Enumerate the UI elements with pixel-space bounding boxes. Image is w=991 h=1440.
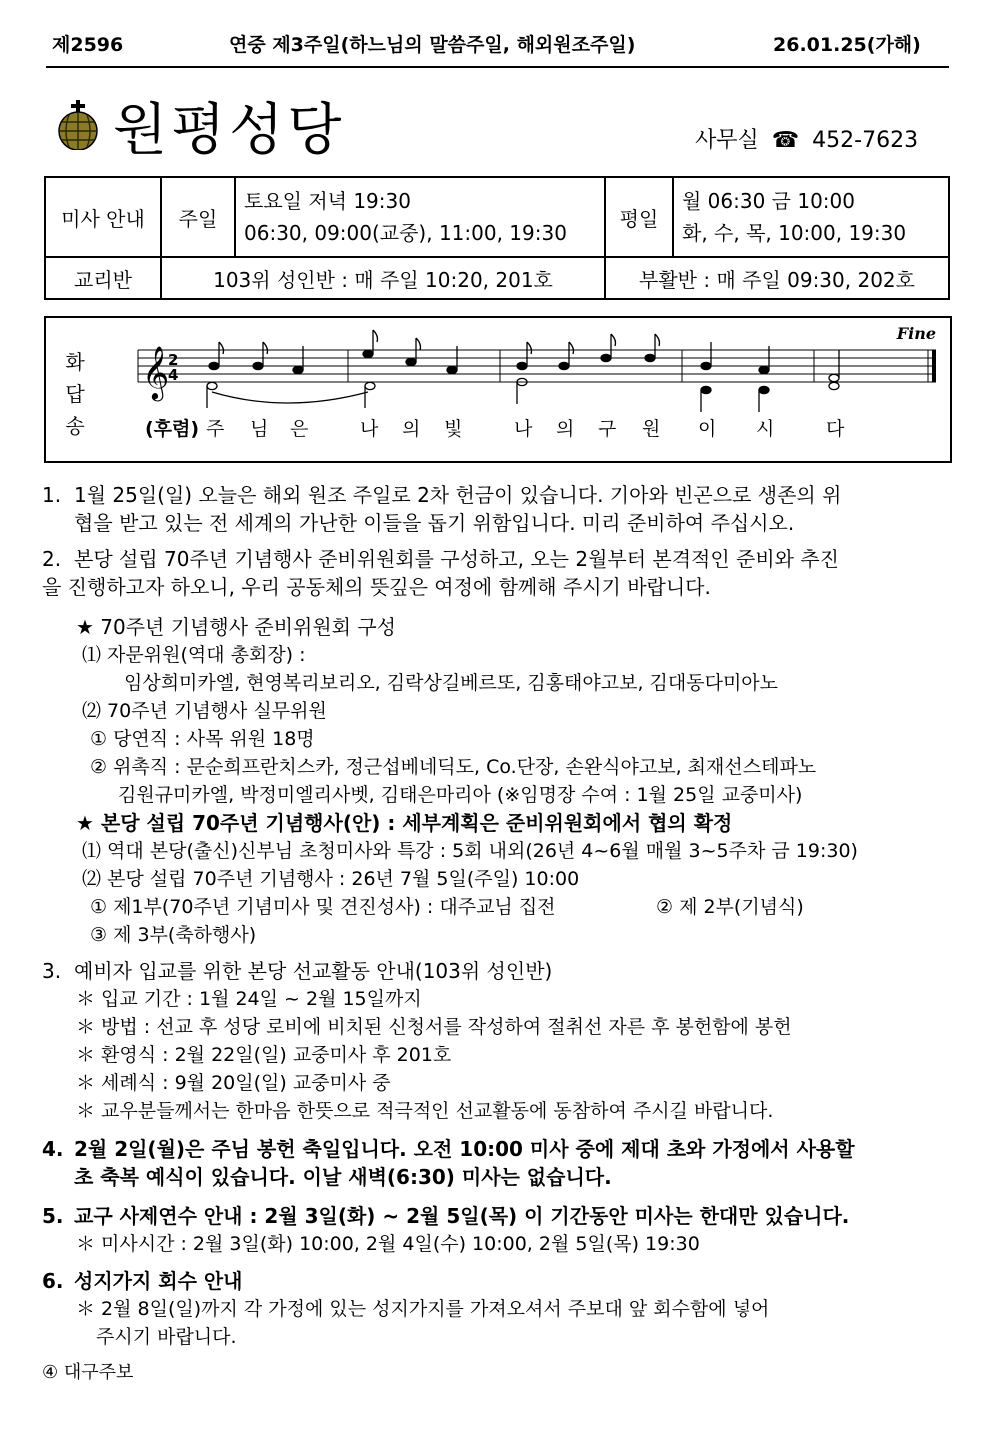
- bulletin-header: [46, 30, 949, 56]
- fine-marking: Fine: [896, 324, 936, 343]
- notice-number: 4.: [42, 1137, 64, 1161]
- lyric-syllable: 시: [756, 418, 775, 440]
- sub-item: ⑴ 자문위원(역대 총회장) :: [82, 644, 306, 666]
- catechism-label: 교리반: [45, 257, 161, 299]
- lyric-syllable: 의: [402, 418, 421, 440]
- svg-text:4: 4: [168, 366, 179, 384]
- sub-item: ① 당연직 : 사목 위원 18명: [90, 728, 315, 750]
- weekday-label: 평일: [605, 177, 673, 257]
- church-globe-icon: [55, 100, 101, 150]
- header-divider: [46, 66, 949, 68]
- weekday-times-line2: 화, 수, 목, 10:00, 19:30: [682, 221, 907, 245]
- lyric-syllable: 은: [290, 418, 309, 440]
- lyric-syllable: 나: [360, 418, 379, 440]
- sub-heading: ★ 본당 설립 70주년 기념행사(안) : 세부계획은 준비위원회에서 협의 확정: [76, 811, 733, 835]
- lyric-syllable: 원: [642, 418, 661, 440]
- office-label: 사무실: [695, 128, 759, 153]
- notice-number: 2.: [42, 547, 62, 571]
- tie-slur: [212, 392, 368, 403]
- notice-number: 3.: [42, 959, 62, 983]
- sub-item: ＊ 방법 : 선교 후 성당 로비에 비치된 신청서를 작성하여 절취선 자른 후 봉헌함에 봉헌: [76, 1016, 792, 1038]
- lyric-syllable: 구: [598, 418, 617, 440]
- catechism-class-2: 부활반 : 매 주일 09:30, 202호: [605, 257, 949, 299]
- lyric-syllable: 님: [250, 418, 269, 440]
- svg-text:2: 2: [168, 351, 179, 369]
- psalm-side-char: 화: [65, 350, 85, 374]
- issue-number: 제2596: [52, 34, 124, 56]
- notice-number: 5.: [42, 1204, 64, 1228]
- sub-item: ② 제 2부(기념식): [656, 896, 804, 918]
- sub-item: ⑴ 역대 본당(출신)신부님 초청미사와 특강 : 5회 내외(26년 4~6월 매월 3~5주차 금 19:30): [82, 840, 858, 862]
- notice-number: 1.: [42, 483, 62, 507]
- mass-label: 미사 안내: [45, 177, 161, 257]
- notice-line: 성지가지 회수 안내: [74, 1269, 243, 1293]
- psalm-side-char: 답: [65, 382, 85, 406]
- sub-item: ② 위촉직 : 문순희프란치스카, 정근섭베네딕도, Co.단장, 손완식야고보, 최재선스테파노: [90, 756, 817, 778]
- notice-line: 본당 설립 70주년 기념행사 준비위원회를 구성하고, 오는 2월부터 본격적인 준비와 추진: [74, 547, 839, 571]
- liturgical-title: 연중 제3주일(하느님의 말씀주일, 해외원조주일): [229, 34, 636, 56]
- lyric-syllable: 빛: [444, 418, 463, 440]
- weekday-times: [673, 177, 949, 257]
- notice-line: 1월 25일(일) 오늘은 해외 원조 주일로 2차 헌금이 있습니다. 기아와 빈곤으로 생존의 위: [74, 483, 842, 507]
- catechism-class-1: 103위 성인반 : 매 주일 10:20, 201호: [161, 257, 605, 299]
- page-footer: ④ 대구주보: [42, 1362, 134, 1383]
- sub-item: ⑵ 70주년 기념행사 실무위원: [82, 700, 327, 722]
- sub-item: ＊ 교우분들께서는 한마음 한뜻으로 적극적인 선교활동에 동참하여 주시길 바랍니다.: [76, 1100, 774, 1122]
- phone-icon: ☎: [771, 128, 800, 153]
- sunday-times-line2: 06:30, 09:00(교중), 11:00, 19:30: [244, 221, 567, 245]
- sub-item: ③ 제 3부(축하행사): [90, 924, 257, 946]
- sub-item: ① 제1부(70주년 기념미사 및 견진성사) : 대주교님 집전: [90, 896, 556, 918]
- office-phone: 452-7623: [812, 128, 919, 153]
- responsorial-psalm-score: [44, 316, 952, 463]
- bulletin-date: 26.01.25(가해): [773, 34, 921, 56]
- sub-item: ＊ 세례식 : 9월 20일(일) 교중미사 중: [76, 1072, 391, 1094]
- sub-item: ＊ 2월 8일(일)까지 각 가정에 있는 성지가지를 가져오셔서 주보대 앞 회수함에 넣어: [76, 1298, 770, 1320]
- sub-item: ＊ 환영식 : 2월 22일(일) 교중미사 후 201호: [76, 1044, 452, 1066]
- sunday-times: [235, 177, 605, 257]
- lyric-syllable: 다: [826, 418, 845, 440]
- notice-line: 을 진행하고자 하오니, 우리 공동체의 뜻깊은 여정에 함께해 주시기 바랍니다.: [42, 575, 711, 599]
- sub-item: ＊ 미사시간 : 2월 3일(화) 10:00, 2월 4일(수) 10:00, 2월 5일(목) 19:30: [76, 1233, 700, 1255]
- lyric-syllable: 나: [514, 418, 533, 440]
- sub-item: ⑵ 본당 설립 70주년 기념행사 : 26년 7월 5일(주일) 10:00: [82, 868, 580, 890]
- lyric-syllable: 의: [556, 418, 575, 440]
- sub-item: 임상희미카엘, 현영복리보리오, 김락상길베르또, 김홍태야고보, 김대동다미아노: [124, 672, 779, 694]
- parish-name: 원평성당: [113, 98, 346, 163]
- notice-line: 예비자 입교를 위한 본당 선교활동 안내(103위 성인반): [74, 959, 553, 983]
- notice-line: 초 축복 예식이 있습니다. 이날 새벽(6:30) 미사는 없습니다.: [74, 1165, 612, 1189]
- sub-item: 김원규미카엘, 박정미엘리사벳, 김태은마리아 (※임명장 수여 : 1월 25일 교중미사): [118, 784, 803, 806]
- notice-line: 협을 받고 있는 전 세계의 가난한 이들을 돕기 위함입니다. 미리 준비하여 주십시오.: [74, 511, 795, 535]
- sunday-times-line1: 토요일 저녁 19:30: [244, 189, 411, 213]
- notice-line: 교구 사제연수 안내 : 2월 3일(화) ~ 2월 5일(목) 이 기간동안 미사는 한대만 있습니다.: [74, 1204, 850, 1228]
- sub-item: 주시기 바랍니다.: [96, 1326, 237, 1348]
- lyric-syllable: 주: [206, 418, 225, 440]
- refrain-label: (후렴): [145, 418, 200, 440]
- notice-number: 6.: [42, 1269, 64, 1293]
- sunday-label: 주일: [161, 177, 235, 257]
- psalm-side-char: 송: [65, 414, 85, 438]
- notice-line: 2월 2일(월)은 주님 봉헌 축일입니다. 오전 10:00 미사 중에 제대 초와 가정에서 사용할: [74, 1137, 855, 1161]
- sub-heading: ★ 70주년 기념행사 준비위원회 구성: [76, 615, 396, 639]
- treble-clef-icon: 𝄞: [142, 345, 170, 399]
- mass-schedule-table: [44, 176, 950, 300]
- office-contact: [695, 123, 918, 154]
- sub-item: ＊ 입교 기간 : 1월 24일 ~ 2월 15일까지: [76, 988, 422, 1010]
- weekday-times-line1: 월 06:30 금 10:00: [682, 189, 855, 213]
- lyric-syllable: 이: [698, 418, 717, 440]
